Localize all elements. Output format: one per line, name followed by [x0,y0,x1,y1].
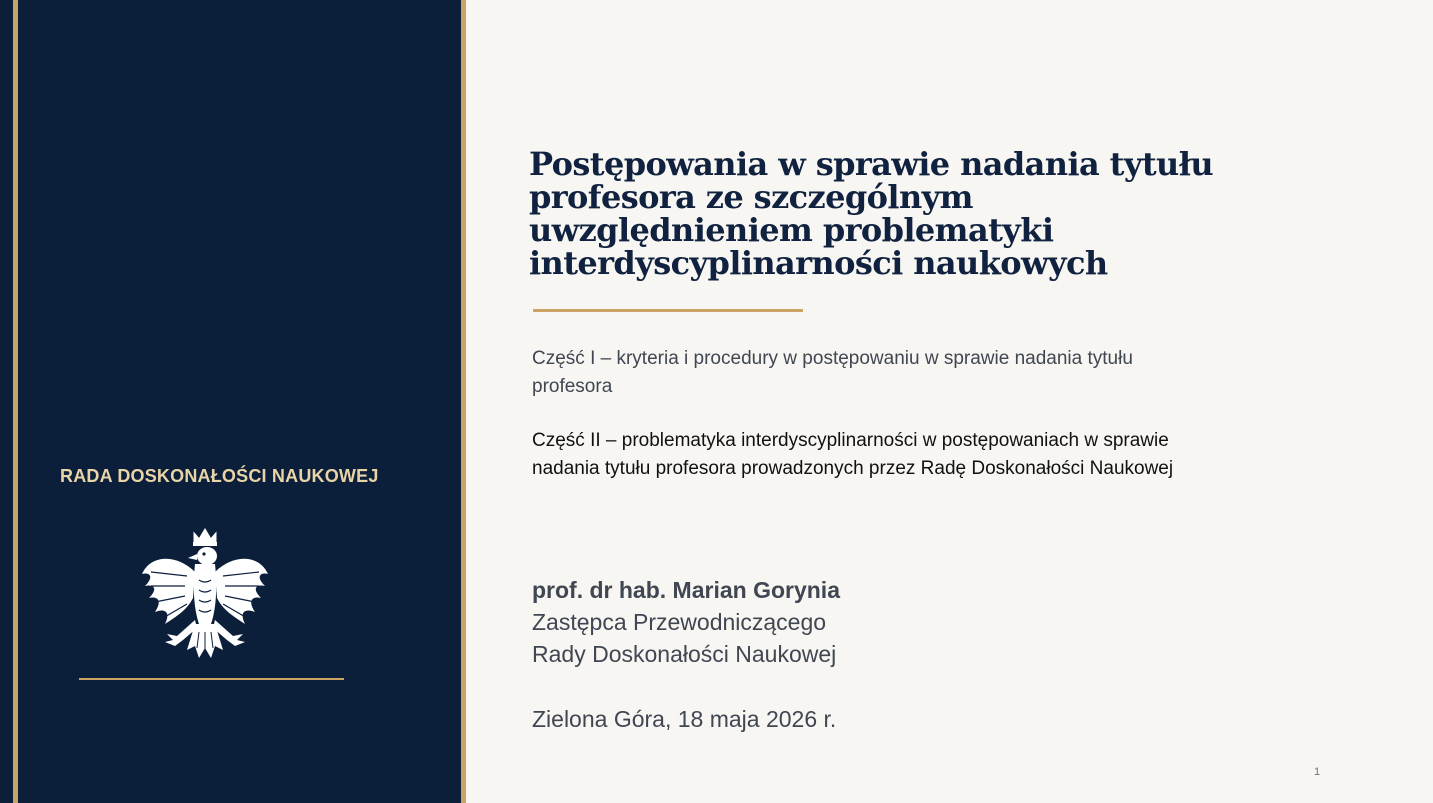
title-line: Postępowania w sprawie nadania tytułu [529,145,1214,183]
slide-title [529,145,1289,282]
author-block [532,574,1132,670]
title-line: interdyscyplinarności naukowych [529,244,1108,282]
left-gold-bar [13,0,18,803]
part-two-line: Część II – problematyka interdyscyplinarności w postępowaniach w sprawie [532,430,1169,451]
part-one-line: Część I – kryteria i procedury w postępowaniu w sprawie nadania tytułu [532,348,1133,369]
author-role-line: Zastępca Przewodniczącego [532,609,827,635]
author-role-line: Rady Doskonałości Naukowej [532,641,837,667]
part-one-text [532,345,1252,401]
white-eagle-icon [137,524,273,664]
presentation-date: Zielona Góra, 18 maja 2026 r. [532,706,837,732]
organization-name: RADA DOSKONAŁOŚCI NAUKOWEJ [60,466,379,486]
sidebar-divider [79,678,344,680]
page-number: 1 [1314,766,1321,778]
part-one-line: profesora [532,376,613,397]
panel-divider [461,0,466,803]
title-line: profesora ze szczególnym [529,178,973,216]
author-name: prof. dr hab. Marian Gorynia [532,577,840,603]
part-two-line: nadania tytułu profesora prowadzonych przez Radę Doskonałości Naukowej [532,458,1174,479]
title-underline [533,309,803,312]
left-panel [0,0,461,803]
title-line: uwzględnieniem problematyki [529,211,1054,249]
part-two-text [532,427,1252,483]
